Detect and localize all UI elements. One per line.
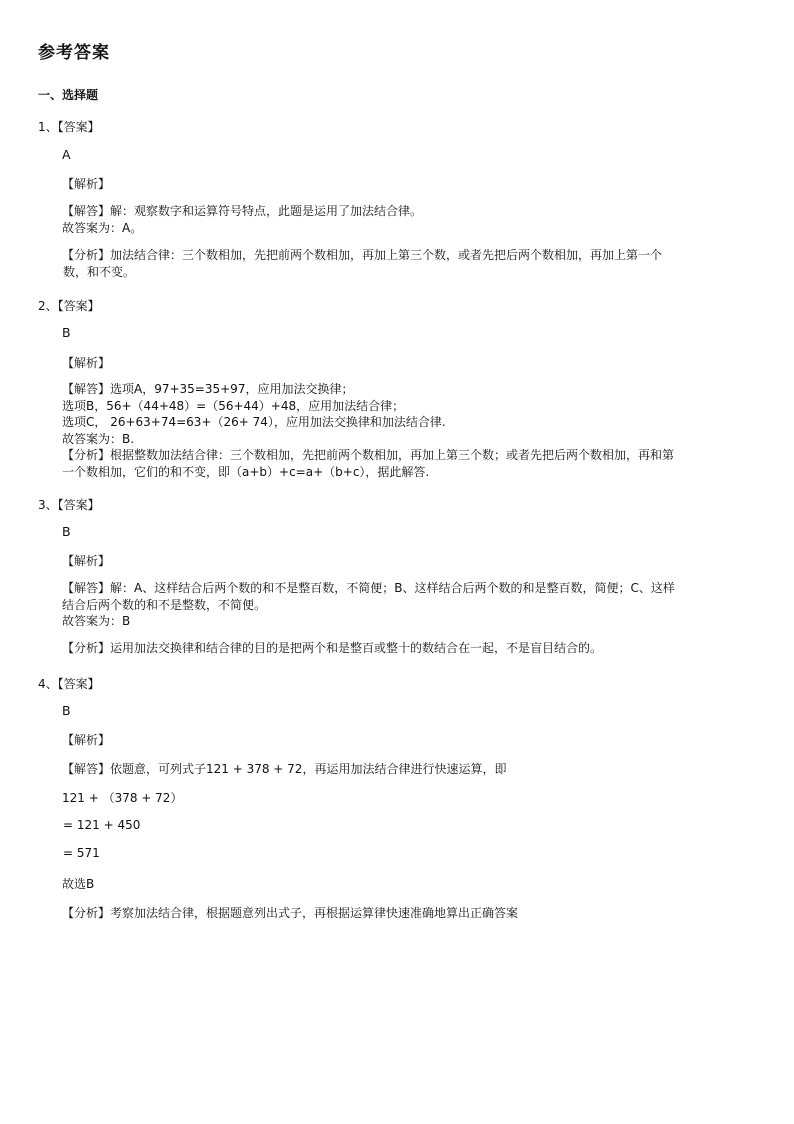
- solution-line: 结合后两个数的和不是整数，不简便。: [62, 597, 267, 612]
- solution-line: 选项B，56+（44+48）=（56+44）+48，应用加法结合律；: [62, 398, 405, 413]
- note-line: 【分析】运用加法交换律和结合律的目的是把两个和是整百或整十的数结合在一起，不是盲目结合的。: [62, 641, 603, 655]
- question-1-solution: [62, 203, 422, 236]
- page-title: 参考答案: [38, 43, 110, 63]
- question-3-analysis-label: 【解析】: [62, 554, 111, 568]
- question-4-answer: B: [62, 703, 71, 718]
- solution-line: 【分析】根据整数加法结合律：三个数相加，先把前两个数相加，再加上第三个数；或者先把后两个数相加，再和第: [62, 448, 675, 462]
- question-4-heading: 4、【答案】: [38, 677, 100, 691]
- solution-line: 故答案为：B: [62, 614, 131, 628]
- solution-line: 一个数相加，它们的和不变，即（a+b）+c=a+（b+c），据此解答.: [62, 464, 430, 479]
- note-line: 数，和不变。: [63, 264, 136, 279]
- question-4-note: 【分析】考察加法结合律，根据题意列出式子，再根据运算律快速准确地算出正确答案: [62, 906, 519, 920]
- question-4-analysis-label: 【解析】: [62, 733, 111, 747]
- question-4-solution: 【解答】依题意，可列式子121 + 378 + 72，再运用加法结合律进行快速运算，即: [62, 762, 507, 776]
- question-1-answer: A: [62, 147, 71, 162]
- question-2-analysis-label: 【解析】: [62, 356, 111, 370]
- question-3-answer: B: [62, 524, 71, 539]
- question-4-step: = 571: [63, 846, 100, 860]
- question-3-note: [62, 640, 602, 657]
- note-line: 【分析】加法结合律：三个数相加，先把前两个数相加，再加上第三个数，或者先把后两个数相加，再加上第一个: [62, 248, 663, 262]
- question-3-solution: [62, 580, 675, 630]
- question-2-answer: B: [62, 325, 71, 340]
- question-3-heading: 3、【答案】: [38, 498, 100, 512]
- question-4-step: 121 + （378 + 72）: [62, 791, 183, 805]
- question-1-note: [62, 247, 662, 280]
- solution-line: 选项C， 26+63+74=63+（26+ 74），应用加法交换律和加法结合律.: [62, 415, 446, 429]
- solution-line: 【解答】选项A，97+35=35+97，应用加法交换律；: [62, 382, 354, 396]
- solution-line: 【解答】解：A、这样结合后两个数的和不是整百数，不简便；B、这样结合后两个数的和是整百数，简便；C、这样: [62, 581, 675, 595]
- question-1-heading: 1、【答案】: [38, 120, 100, 134]
- question-4-conclusion: 故选B: [62, 877, 95, 891]
- question-4-step: = 121 + 450: [63, 818, 141, 832]
- question-1-analysis-label: 【解析】: [62, 177, 111, 191]
- question-2-solution: [62, 381, 674, 480]
- solution-line: 【解答】解：观察数字和运算符号特点，此题是运用了加法结合律。: [62, 204, 423, 218]
- solution-line: 故答案为：B.: [62, 431, 135, 446]
- question-2-heading: 2、【答案】: [38, 299, 100, 313]
- solution-line: 故答案为：A。: [62, 220, 143, 235]
- section-heading: 一、选择题: [38, 88, 99, 102]
